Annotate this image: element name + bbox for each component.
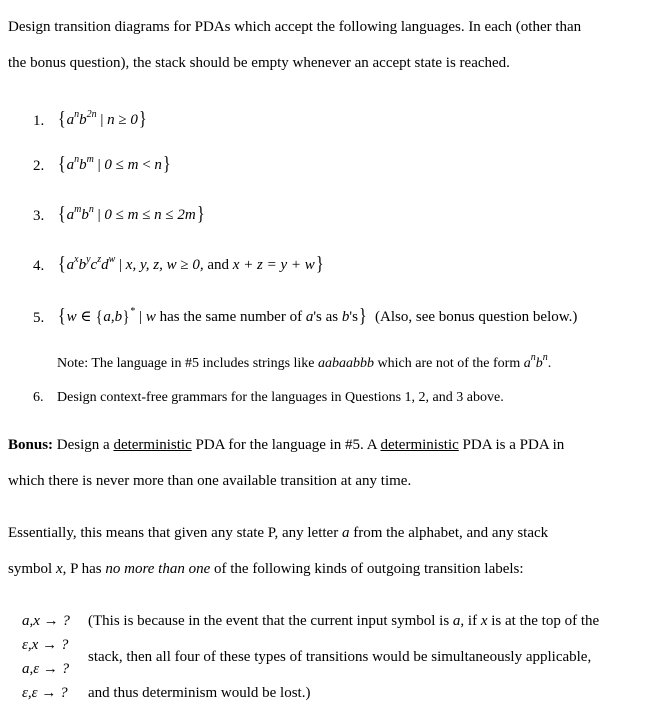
problem-6-number: 6. (33, 390, 44, 405)
problem-1-language: {$a^nb^{2n}$ | n ≥ 0} (57, 108, 147, 130)
note-example: aabaabbb (318, 356, 375, 371)
label-eps-eps: ε,ε → ? (22, 685, 68, 701)
problem-5-tail: (Also, see bonus question below.) (375, 309, 578, 325)
problem-3-number: 3. (33, 208, 45, 224)
intro-line-1: Design transition diagrams for PDAs which accept the following languages. In each (other than (8, 19, 582, 35)
problem-4-language: {$a^xb^yc^zd^w$ | x, y, z, w ≥ 0, and x + z = y + w} (57, 253, 324, 275)
bonus-text-c: PDA is a PDA in (462, 437, 565, 453)
intro-line-2: the bonus question), the stack should be empty whenever an accept state is reached. (8, 55, 510, 71)
label-a-x: a,x → ? (22, 613, 70, 629)
bonus-line-1 (8, 438, 564, 453)
explanation-line-3: and thus determinism would be lost.) (88, 685, 311, 701)
expl-text-c: is at the top of the (491, 613, 600, 629)
label-eps-x: ε,x → ? (22, 637, 69, 653)
problem-5-text: has the same number of (159, 309, 303, 325)
bonus-text-a: Design a (56, 437, 110, 453)
bonus-p2-line-1: Essentially, this means that given any state P, any letter a from the alphabet, and any stack (8, 525, 549, 541)
bonus-p2-line-2: symbol x, P has no more than one of the following kinds of outgoing transition labels: (8, 561, 524, 577)
bonus-p2-symbol: symbol (8, 561, 53, 577)
note-prefix: Note: The language in #5 includes strings like (57, 356, 315, 371)
explanation-line-1: (This is because in the event that the current input symbol is a, if x is at the top of the (88, 613, 600, 629)
expl-text-b: , if (460, 613, 478, 629)
problem-5-language: {w ∈ {a,b}* | w has the same number of a's as b's} (Also, see bonus question below.) (57, 305, 578, 327)
bonus-label: Bonus: (8, 437, 54, 453)
expl-text-a: (This is because in the event that the current input symbol is (88, 613, 450, 629)
bonus-line-2: which there is never more than one available transition at any time. (8, 473, 412, 489)
problem-6-text: Design context-free grammars for the languages in Questions 1, 2, and 3 above. (57, 390, 504, 405)
problem-5-number: 5. (33, 310, 45, 326)
bonus-deterministic-1: deterministic (113, 437, 192, 453)
problem-5-s-suffix: s (352, 309, 358, 325)
problem-2-language: {$a^nb^m$ | 0 ≤ m < n} (57, 153, 171, 175)
bonus-p2-p-has: , P has (62, 561, 102, 577)
bonus-p2-text-b: from the alphabet, and any stack (353, 525, 549, 541)
bonus-text-b: PDA for the language in #5. A (195, 437, 377, 453)
problem-2-number: 2. (33, 158, 45, 174)
bonus-p2-emphasis: no more than one (105, 561, 211, 577)
note: Note: The language in #5 includes strings like aabaabbb which are not of the form $a^nb^n$. (57, 352, 552, 371)
problem-4-number: 4. (33, 258, 45, 274)
explanation-line-2: stack, then all four of these types of transitions would be simultaneously applicable, (88, 649, 592, 665)
bonus-deterministic-2: deterministic (380, 437, 459, 453)
note-mid: which are not of the form (377, 356, 521, 371)
problem-4-and: and (207, 257, 230, 273)
bonus-p2-text-c: of the following kinds of outgoing transition labels: (214, 561, 524, 577)
bonus-p2-text-a: Essentially, this means that given any state P, any letter (8, 525, 339, 541)
label-a-eps: a,ε → ? (22, 661, 70, 677)
problem-1-number: 1. (33, 113, 45, 129)
problem-5-as: as (325, 309, 339, 325)
problem-3-language: {$a^mb^n$ | 0 ≤ m ≤ n ≤ 2m} (57, 203, 205, 225)
